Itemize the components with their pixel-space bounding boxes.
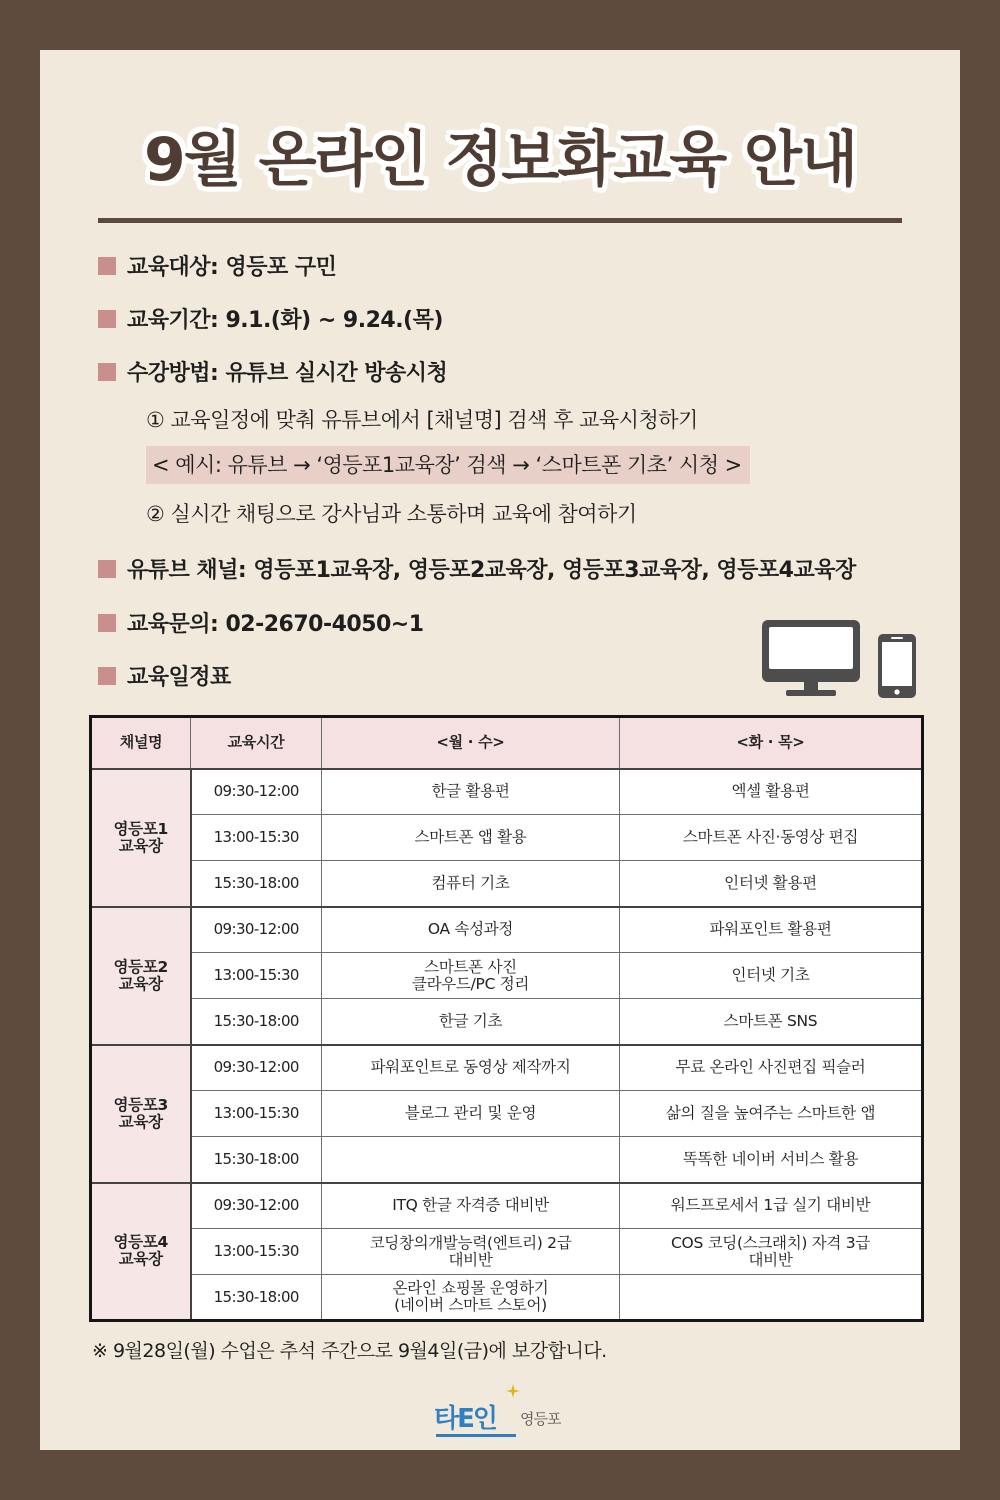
mon-wed-cell: ITQ 한글 자격증 대비반 bbox=[322, 1183, 620, 1229]
footnote: ※ 9월28일(월) 수업은 추석 주간으로 9월4일(금)에 보강합니다. bbox=[92, 1340, 607, 1362]
mon-wed-cell: 스마트폰 사진 클라우드/PC 정리 bbox=[322, 953, 620, 999]
info-period bbox=[98, 303, 443, 334]
info-contact-text: 교육문의: 02-2670-4050~1 bbox=[127, 612, 424, 637]
mon-wed-cell: 컴퓨터 기초 bbox=[322, 861, 620, 907]
square-bullet-icon bbox=[98, 560, 116, 578]
tue-thu-cell: 스마트폰 SNS bbox=[620, 999, 923, 1045]
tue-thu-cell: 스마트폰 사진·동영상 편집 bbox=[620, 815, 923, 861]
square-bullet-icon bbox=[98, 614, 116, 632]
logo bbox=[434, 1384, 574, 1442]
mon-wed-cell: OA 속성과정 bbox=[322, 907, 620, 953]
time-cell: 15:30-18:00 bbox=[191, 1137, 322, 1183]
time-cell: 13:00-15:30 bbox=[191, 815, 322, 861]
header-channel: 채널명 bbox=[91, 717, 191, 769]
info-channels bbox=[98, 553, 856, 584]
method-example: < 예시: 유튜브 → ‘영등포1교육장’ 검색 → ‘스마트폰 기초’ 시청 > bbox=[146, 446, 750, 484]
devices-illustration bbox=[760, 618, 920, 700]
time-cell: 15:30-18:00 bbox=[191, 999, 322, 1045]
time-cell: 15:30-18:00 bbox=[191, 861, 322, 907]
smartphone-icon bbox=[878, 634, 916, 698]
square-bullet-icon bbox=[98, 310, 116, 328]
mon-wed-cell: 한글 기초 bbox=[322, 999, 620, 1045]
time-cell: 09:30-12:00 bbox=[191, 769, 322, 815]
time-cell: 13:00-15:30 bbox=[191, 1091, 322, 1137]
channel-cell: 영등포3 교육장 bbox=[91, 1045, 191, 1183]
table-row bbox=[91, 1183, 923, 1229]
info-period-text: 교육기간: 9.1.(화) ~ 9.24.(목) bbox=[127, 308, 443, 333]
tue-thu-cell: 삶의 질을 높여주는 스마트한 앱 bbox=[620, 1091, 923, 1137]
table-row bbox=[91, 1091, 923, 1137]
table-row bbox=[91, 907, 923, 953]
mon-wed-cell: 스마트폰 앱 활용 bbox=[322, 815, 620, 861]
info-method bbox=[98, 356, 447, 387]
square-bullet-icon bbox=[98, 363, 116, 381]
table-row bbox=[91, 815, 923, 861]
sparkle-icon bbox=[506, 1384, 520, 1398]
header-time: 교육시간 bbox=[191, 717, 322, 769]
table-row bbox=[91, 1137, 923, 1183]
tue-thu-cell: COS 코딩(스크래치) 자격 3급 대비반 bbox=[620, 1229, 923, 1275]
header-mon-wed: <월 · 수> bbox=[322, 717, 620, 769]
tue-thu-cell bbox=[620, 1275, 923, 1321]
info-contact bbox=[98, 607, 424, 638]
mon-wed-cell: 한글 활용편 bbox=[322, 769, 620, 815]
channel-cell: 영등포1 교육장 bbox=[91, 769, 191, 907]
time-cell: 09:30-12:00 bbox=[191, 1045, 322, 1091]
channel-cell: 영등포4 교육장 bbox=[91, 1183, 191, 1321]
logo-underline bbox=[436, 1434, 516, 1437]
tue-thu-cell: 무료 온라인 사진편집 픽슬러 bbox=[620, 1045, 923, 1091]
poster-panel bbox=[40, 50, 960, 1450]
logo-sub-text: 영등포 bbox=[520, 1410, 561, 1428]
page-title: 9월 온라인 정보화교육 안내 bbox=[144, 125, 856, 195]
info-schedule-label-text: 교육일정표 bbox=[127, 665, 231, 690]
info-schedule-label bbox=[98, 660, 231, 691]
table-row bbox=[91, 861, 923, 907]
table-row bbox=[91, 769, 923, 815]
title-divider bbox=[98, 218, 902, 223]
header-tue-thu: <화 · 목> bbox=[620, 717, 923, 769]
mon-wed-cell: 온라인 쇼핑몰 운영하기 (네이버 스마트 스토어) bbox=[322, 1275, 620, 1321]
mon-wed-cell: 코딩창의개발능력(엔트리) 2급 대비반 bbox=[322, 1229, 620, 1275]
square-bullet-icon bbox=[98, 667, 116, 685]
schedule-table bbox=[89, 715, 924, 1322]
time-cell: 09:30-12:00 bbox=[191, 907, 322, 953]
channel-cell: 영등포2 교육장 bbox=[91, 907, 191, 1045]
monitor-icon bbox=[762, 620, 860, 696]
tue-thu-cell: 엑셀 활용편 bbox=[620, 769, 923, 815]
tue-thu-cell: 똑똑한 네이버 서비스 활용 bbox=[620, 1137, 923, 1183]
table-row bbox=[91, 1045, 923, 1091]
square-bullet-icon bbox=[98, 257, 116, 275]
time-cell: 15:30-18:00 bbox=[191, 1275, 322, 1321]
time-cell: 13:00-15:30 bbox=[191, 1229, 322, 1275]
table-row bbox=[91, 999, 923, 1045]
tue-thu-cell: 워드프로세서 1급 실기 대비반 bbox=[620, 1183, 923, 1229]
info-target bbox=[98, 250, 336, 281]
tue-thu-cell: 인터넷 기초 bbox=[620, 953, 923, 999]
tue-thu-cell: 파워포인트 활용편 bbox=[620, 907, 923, 953]
time-cell: 09:30-12:00 bbox=[191, 1183, 322, 1229]
mon-wed-cell: 파워포인트로 동영상 제작까지 bbox=[322, 1045, 620, 1091]
table-row bbox=[91, 953, 923, 999]
mon-wed-cell bbox=[322, 1137, 620, 1183]
table-row bbox=[91, 1275, 923, 1321]
schedule-body bbox=[91, 769, 923, 1321]
info-channels-text: 유튜브 채널: 영등포1교육장, 영등포2교육장, 영등포3교육장, 영등포4교육장 bbox=[127, 558, 856, 583]
table-row bbox=[91, 1229, 923, 1275]
mon-wed-cell: 블로그 관리 및 운영 bbox=[322, 1091, 620, 1137]
info-target-text: 교육대상: 영등포 구민 bbox=[127, 255, 337, 280]
tue-thu-cell: 인터넷 활용편 bbox=[620, 861, 923, 907]
table-header-row bbox=[91, 717, 923, 769]
method-step-1: ① 교육일정에 맞춰 유튜브에서 [채널명] 검색 후 교육시청하기 bbox=[146, 408, 698, 432]
logo-main-text: 타E인 bbox=[434, 1404, 496, 1434]
info-method-text: 수강방법: 유튜브 실시간 방송시청 bbox=[127, 361, 448, 386]
time-cell: 13:00-15:30 bbox=[191, 953, 322, 999]
method-step-2: ② 실시간 채팅으로 강사님과 소통하며 교육에 참여하기 bbox=[146, 502, 637, 526]
